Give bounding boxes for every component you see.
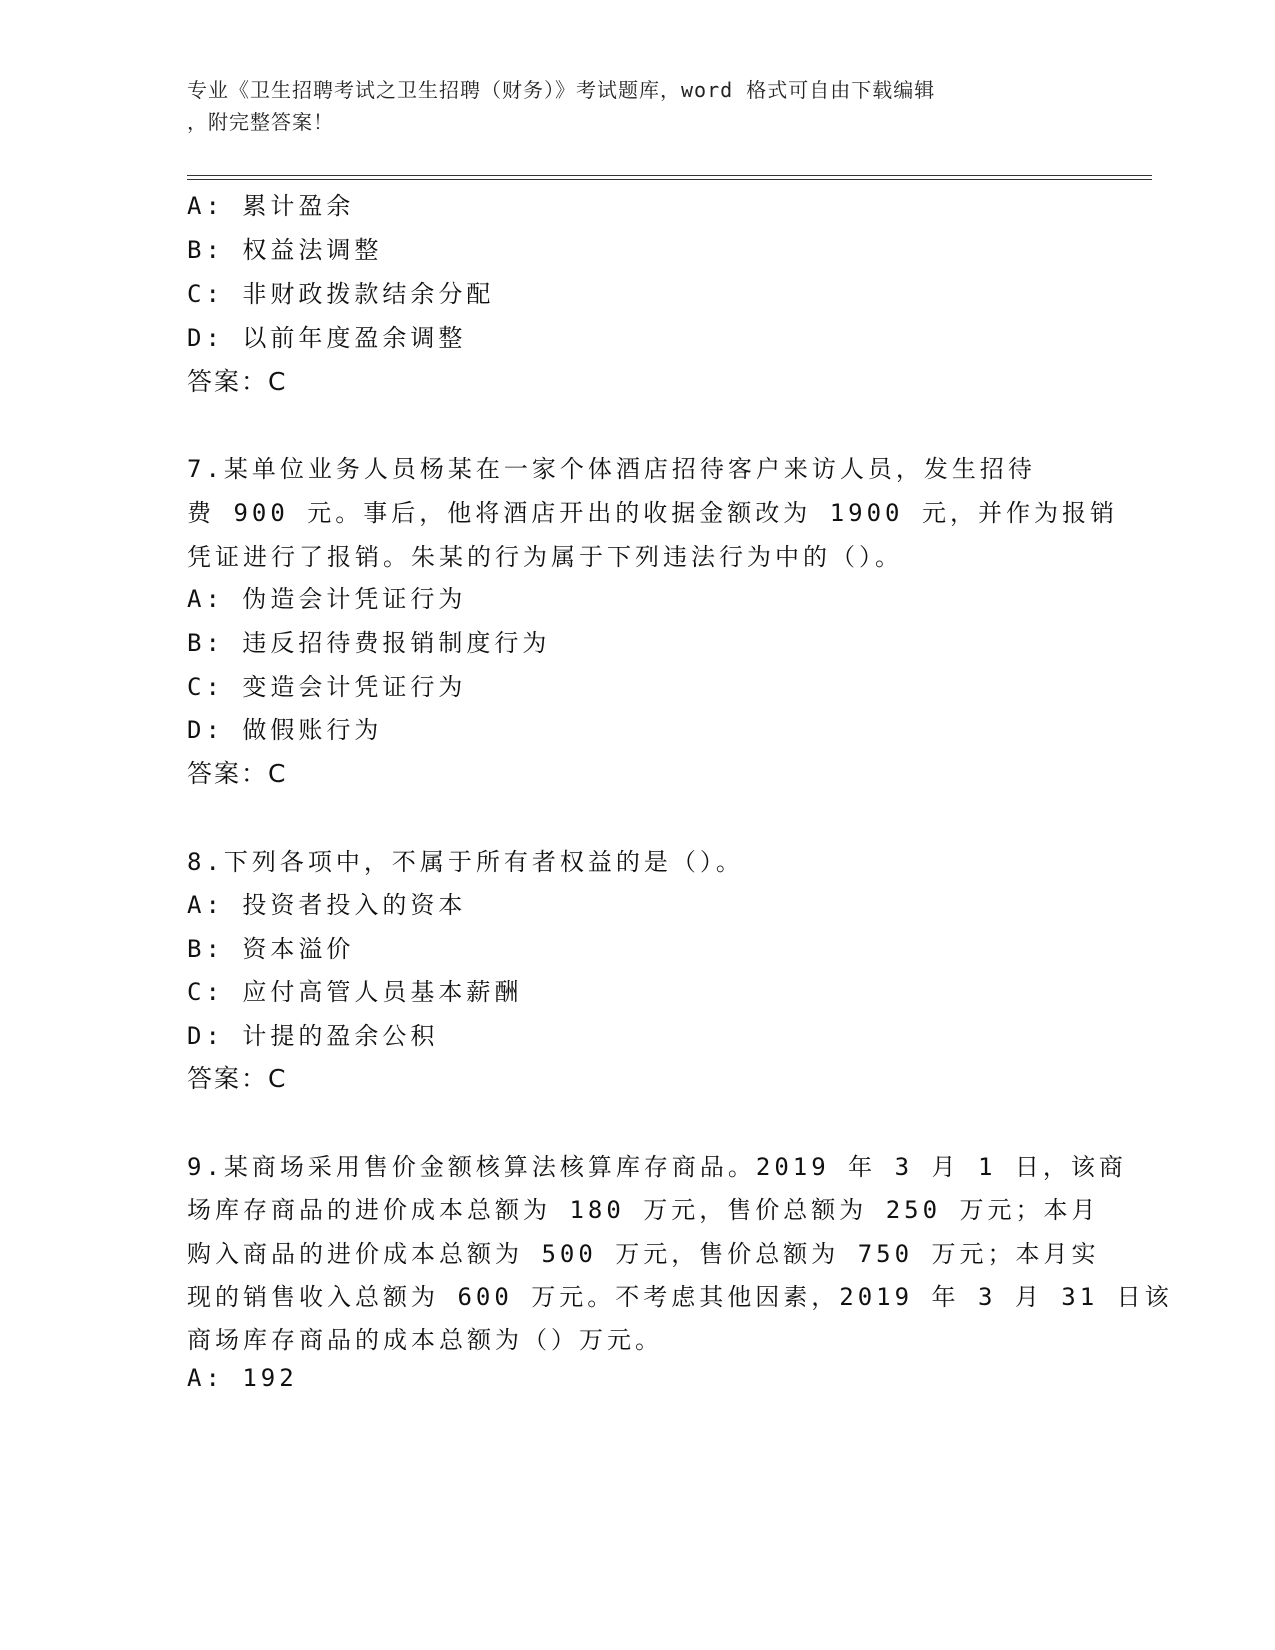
q8-answer: 答案：C xyxy=(187,1064,288,1093)
q7-option-a: A: 伪造会计凭证行为 xyxy=(187,585,467,613)
q9-stem-line-4: 现的销售收入总额为 600 万元。不考虑其他因素，2019 年 3 月 31 日该 xyxy=(187,1283,1173,1311)
q6-option-b: B: 权益法调整 xyxy=(187,236,383,264)
q7-stem-line-1: 7.某单位业务人员杨某在一家个体酒店招待客户来访人员，发生招待 xyxy=(187,455,1036,483)
q7-stem-line-3: 凭证进行了报销。朱某的行为属于下列违法行为中的（）。 xyxy=(187,543,903,571)
q7-option-c: C: 变造会计凭证行为 xyxy=(187,673,467,701)
q7-option-b: B: 违反招待费报销制度行为 xyxy=(187,629,551,657)
q9-stem-line-2: 场库存商品的进价成本总额为 180 万元，售价总额为 250 万元；本月 xyxy=(187,1196,1100,1224)
header-divider xyxy=(187,175,1152,180)
header-line-2: ，附完整答案！ xyxy=(187,110,334,134)
q9-option-a: A: 192 xyxy=(187,1364,298,1392)
q6-option-c: C: 非财政拨款结余分配 xyxy=(187,280,495,308)
q9-stem-line-1: 9.某商场采用售价金额核算法核算库存商品。2019 年 3 月 1 日，该商 xyxy=(187,1153,1127,1181)
q8-option-d: D: 计提的盈余公积 xyxy=(187,1022,439,1050)
q7-stem-line-2: 费 900 元。事后，他将酒店开出的收据金额改为 1900 元，并作为报销 xyxy=(187,499,1118,527)
q9-stem-line-5: 商场库存商品的成本总额为（）万元。 xyxy=(187,1326,663,1354)
q6-option-d: D: 以前年度盈余调整 xyxy=(187,324,467,352)
header-line-1: 专业《卫生招聘考试之卫生招聘（财务）》考试题库，word 格式可自由下载编辑 xyxy=(187,78,936,102)
q7-option-d: D: 做假账行为 xyxy=(187,716,383,744)
q6-option-a: A: 累计盈余 xyxy=(187,192,355,220)
document-header xyxy=(187,74,1087,138)
q9-stem-line-3: 购入商品的进价成本总额为 500 万元，售价总额为 750 万元；本月实 xyxy=(187,1240,1100,1268)
q6-answer: 答案：C xyxy=(187,367,288,396)
q8-stem-line-1: 8.下列各项中，不属于所有者权益的是（）。 xyxy=(187,848,744,876)
q7-answer: 答案：C xyxy=(187,759,288,788)
q8-option-c: C: 应付高管人员基本薪酬 xyxy=(187,978,523,1006)
q8-option-a: A: 投资者投入的资本 xyxy=(187,891,467,919)
q8-option-b: B: 资本溢价 xyxy=(187,935,355,963)
